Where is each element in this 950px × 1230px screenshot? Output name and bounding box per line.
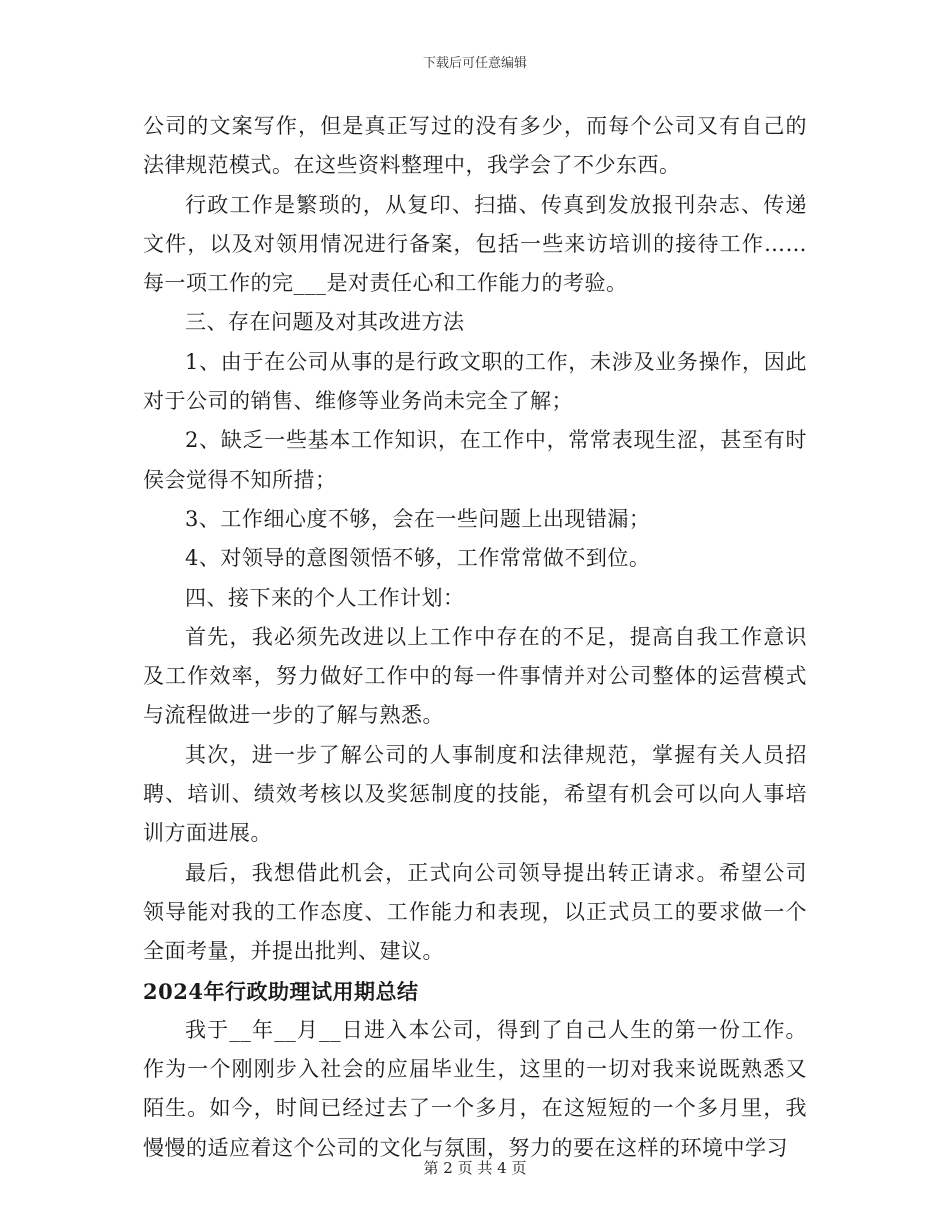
- document-title: 2024年行政助理试用期总结: [143, 978, 419, 1004]
- list-item: 1、由于在公司从事的是行政文职的工作，未涉及业务操作，因此对于公司的销售、维修等业务尚未完全了解；: [143, 349, 807, 414]
- list-item: 4、对领导的意图领悟不够，工作常常做不到位。: [185, 546, 651, 571]
- paragraph: 其次，进一步了解公司的人事制度和法律规范，掌握有关人员招聘、培训、绩效考核以及奖惩制度的技能，希望有机会可以向人事培训方面进展。: [143, 742, 807, 846]
- paragraph-continuation: 公司的文案写作，但是真正写过的没有多少，而每个公司又有自己的法律规范模式。在这些资料整理中，我学会了不少东西。: [143, 114, 807, 178]
- list-item: 2、缺乏一些基本工作知识，在工作中，常常表现生涩，甚至有时侯会觉得不知所措；: [143, 428, 807, 492]
- section-heading: 三、存在问题及对其改进方法: [185, 310, 465, 335]
- paragraph: 最后，我想借此机会，正式向公司领导提出转正请求。希望公司领导能对我的工作态度、工作能力和表现，以正式员工的要求做一个全面考量，并提出批判、建议。: [143, 860, 807, 964]
- paragraph: 行政工作是繁琐的，从复印、扫描、传真到发放报刊杂志、传递文件，以及对领用情况进行备案，包括一些来访培训的接待工作……每一项工作的完___是对责任心和工作能力的考验。: [143, 192, 807, 296]
- paragraph: 我于__年__月__日进入本公司，得到了自己人生的第一份工作。作为一个刚刚步入社会的应届毕业生，这里的一切对我来说既熟悉又陌生。如今，时间已经过去了一个多月，在这短短的一个多月里，我慢慢的适应着这个公司的文化与氛围，努力的要在这样的环境中学习: [143, 1017, 807, 1160]
- document-body: [143, 107, 807, 1168]
- page-header: 下载后可任意编辑: [422, 56, 527, 71]
- page-footer: 第 2 页 共 4 页: [423, 1159, 527, 1177]
- paragraph: 首先，我必须先改进以上工作中存在的不足，提高自我工作意识及工作效率，努力做好工作中的每一件事情并对公司整体的运营模式与流程做进一步的了解与熟悉。: [143, 624, 807, 728]
- section-heading: 四、接下来的个人工作计划：: [185, 585, 465, 610]
- list-item: 3、工作细心度不够，会在一些问题上出现错漏；: [185, 506, 651, 531]
